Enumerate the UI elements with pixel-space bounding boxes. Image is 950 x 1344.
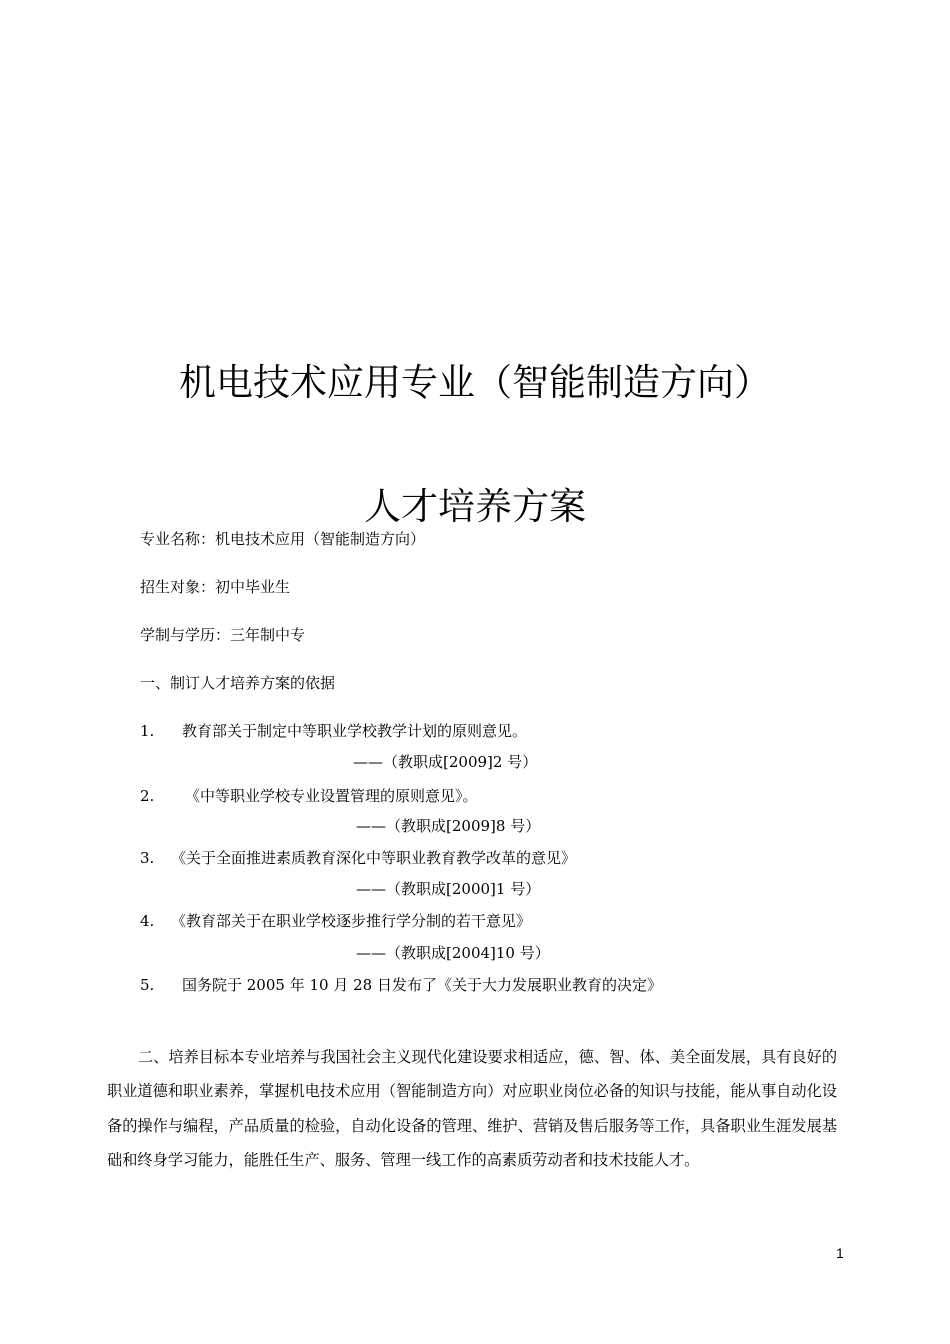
list-item-number: 5. <box>140 976 155 994</box>
list-item-number: 1. <box>140 722 155 740</box>
section-training-objective: 二、培养目标本专业培养与我国社会主义现代化建设要求相适应，德、智、体、美全面发展，具有良好的职业道德和职业素养，掌握机电技术应用（智能制造方向）对应职业岗位必备的知识与技能，能从事自动化设备的操作与编程，产品质量的检验，自动化设备的管理、维护、营销及售后服务等工作，具备职业生涯发展基础和终身学习能力，能胜任生产、服务、管理一线工作的高素质劳动者和技术技能人才。 <box>107 1048 837 1170</box>
document-title-line-1: 机电技术应用专业（智能制造方向） <box>179 361 771 404</box>
info-study-length <box>140 625 305 645</box>
info-enrollment-target <box>140 577 290 597</box>
list-item <box>140 721 527 741</box>
page-number: 1 <box>836 1245 844 1261</box>
info-value: ：三年制中专 <box>215 626 306 644</box>
info-major-name <box>140 529 425 549</box>
info-value: ：初中毕业生 <box>200 578 291 596</box>
list-item <box>140 786 478 806</box>
info-value: ：机电技术应用（智能制造方向） <box>200 530 426 548</box>
list-item-number: 3. <box>140 849 155 867</box>
info-label: 专业名称 <box>140 530 201 548</box>
list-item <box>140 848 576 868</box>
section-heading-basis: 一、制订人才培养方案的依据 <box>140 674 336 692</box>
list-item-text: 《中等职业学校专业设置管理的原则意见》。 <box>185 787 478 805</box>
list-item <box>140 911 531 931</box>
list-item-text: 教育部关于制定中等职业学校教学计划的原则意见。 <box>182 722 528 740</box>
list-item-text: 国务院于 2005 年 10 月 28 日发布了《关于大力发展职业教育的决定》 <box>182 976 662 994</box>
list-item <box>140 975 662 995</box>
list-item-reference: ——（教职成[2009]2 号） <box>353 753 538 771</box>
list-item-reference: ——（教职成[2009]8 号） <box>356 817 541 835</box>
list-item-number: 2. <box>140 787 155 805</box>
list-item-reference: ——（教职成[2000]1 号） <box>356 880 541 898</box>
list-item-reference: ——（教职成[2004]10 号） <box>356 944 550 962</box>
list-item-number: 4. <box>140 912 155 930</box>
info-label: 招生对象 <box>140 578 201 596</box>
list-item-text: 《教育部关于在职业学校逐步推行学分制的若干意见》 <box>171 912 532 930</box>
info-label: 学制与学历 <box>140 626 216 644</box>
list-item-text: 《关于全面推进素质教育深化中等职业教育教学改革的意见》 <box>171 849 577 867</box>
document-title-line-2: 人才培养方案 <box>364 485 586 528</box>
